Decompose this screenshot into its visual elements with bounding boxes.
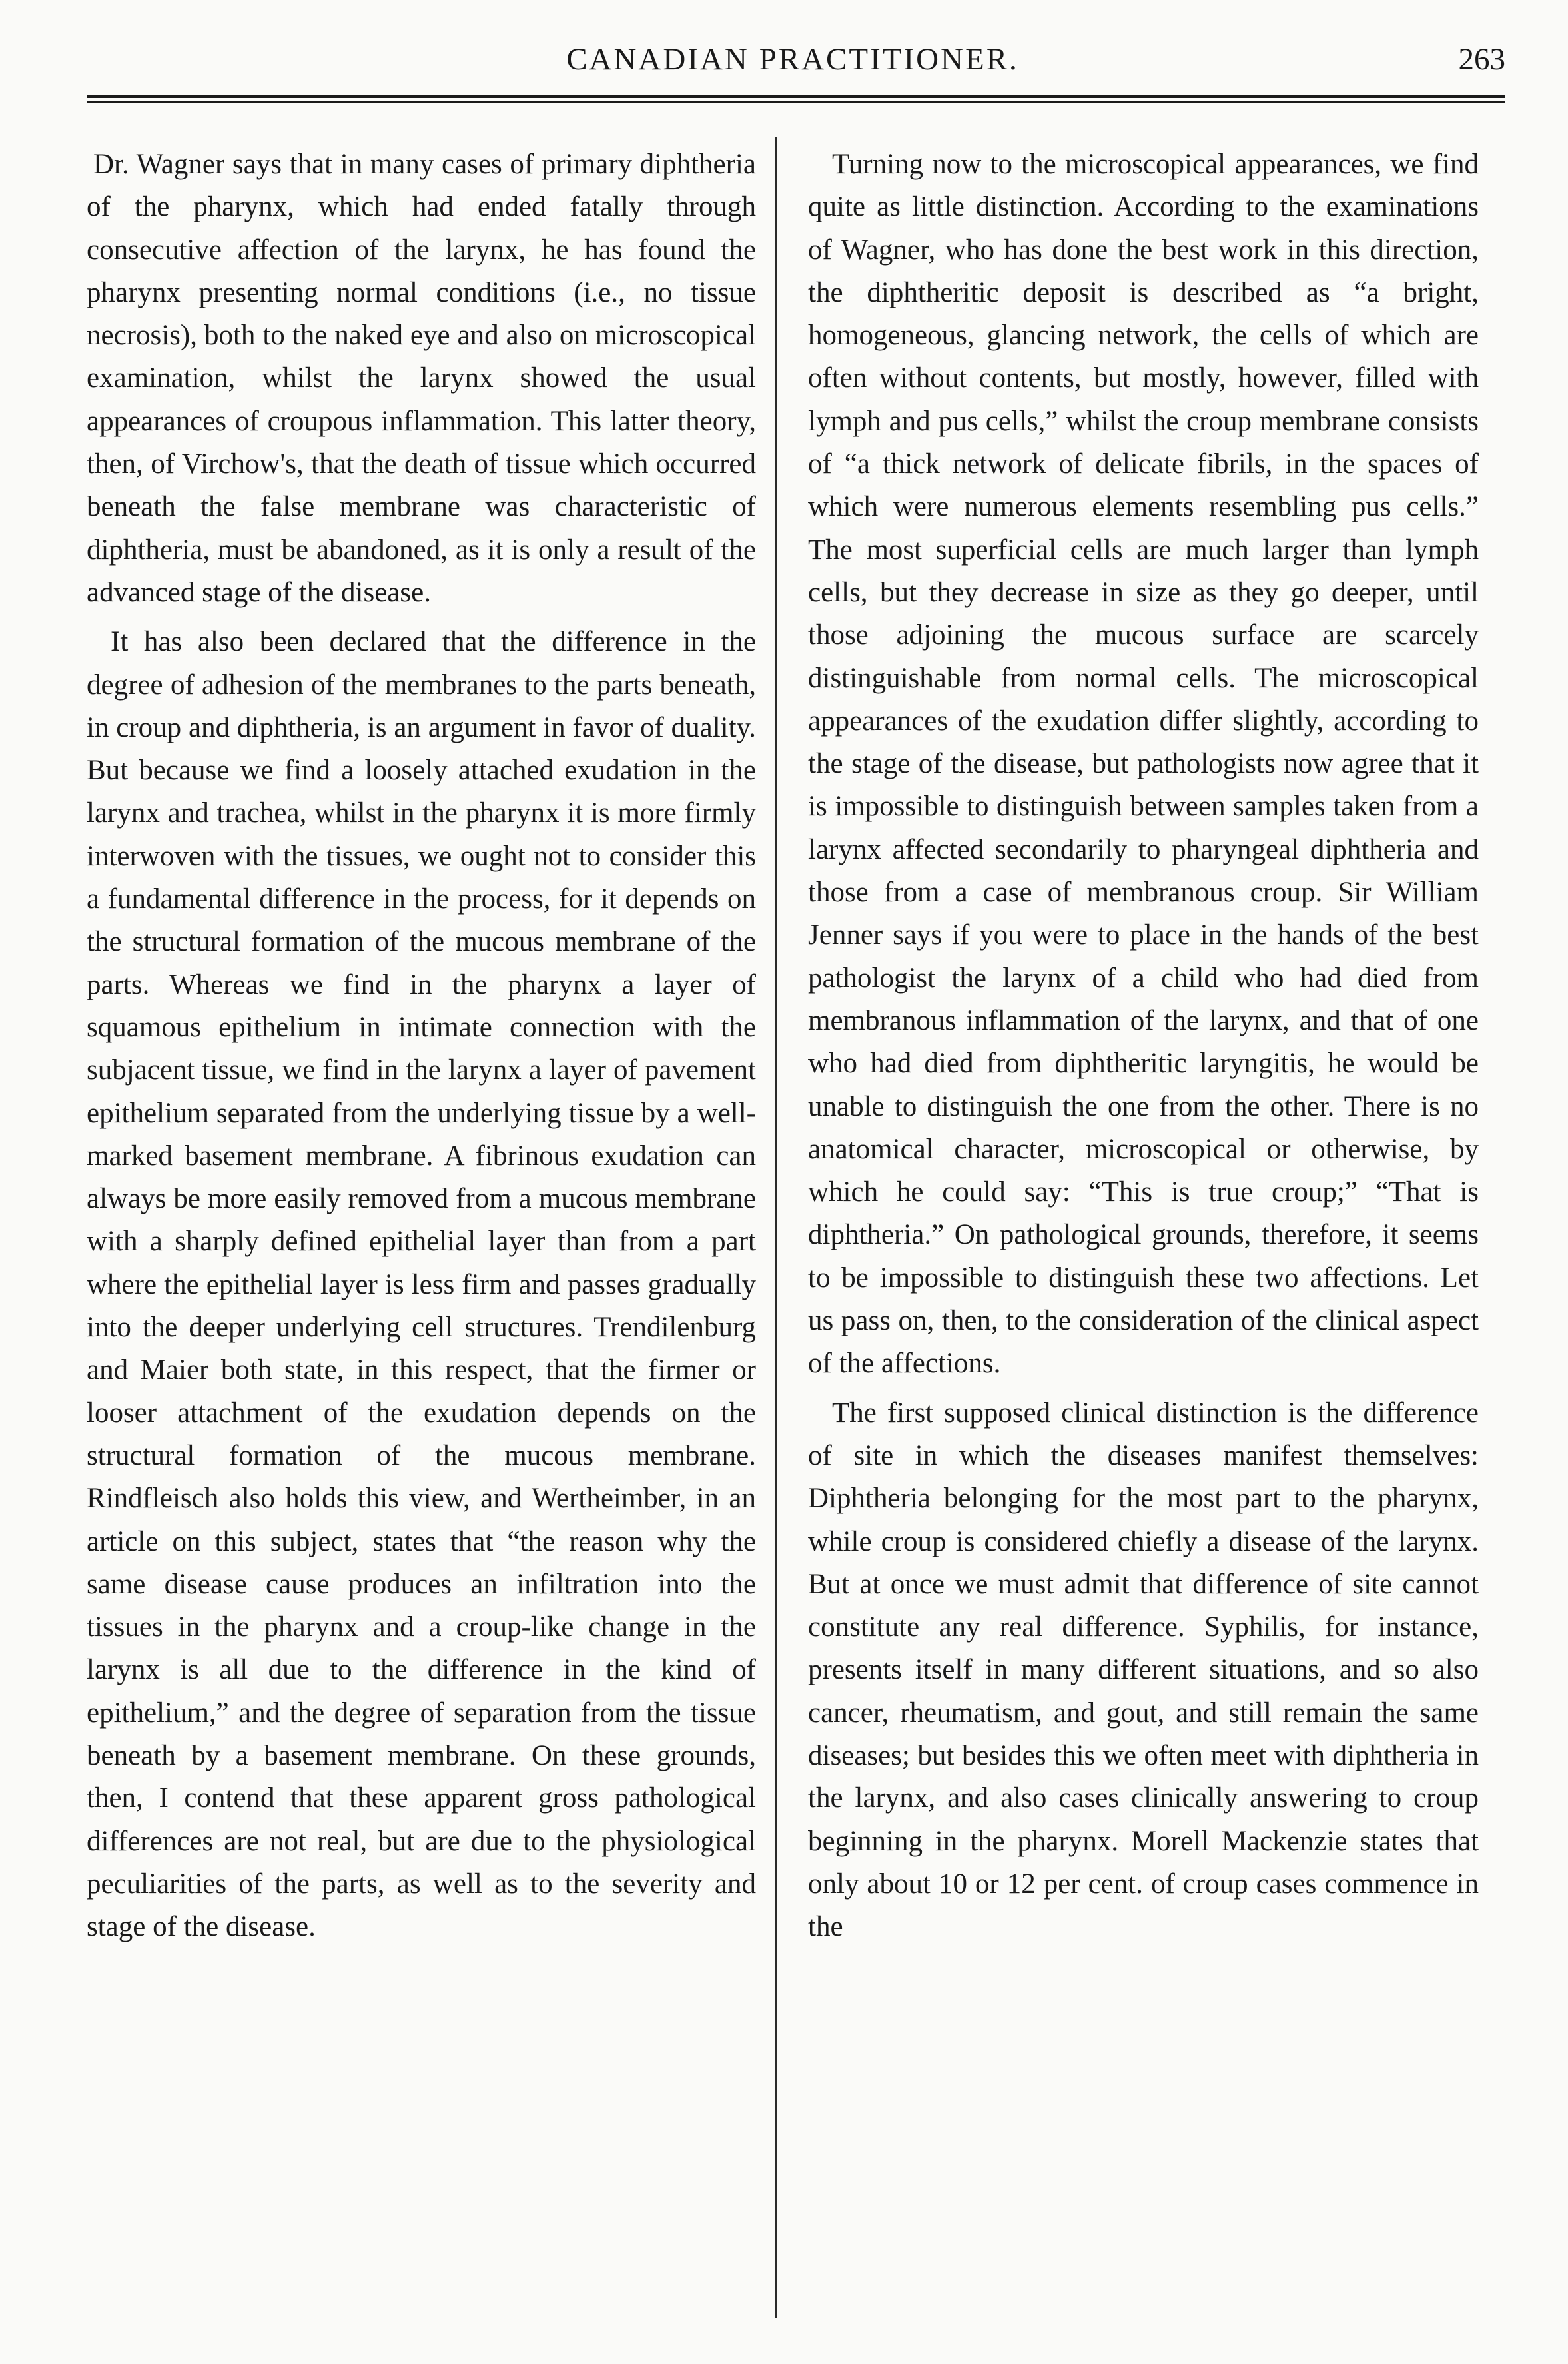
- running-title: CANADIAN PRACTITIONER.: [566, 42, 1019, 77]
- left-paragraph-2: It has also been declared that the difference in the degree of adhesion of the membranes to the parts beneath, in croup and diphtheria, is an argument in favor of duality. But because we find a loosely attached exudation in the larynx and trachea, whilst in the pharynx it is more firmly interwoven with the tissues, we ought not to consider this a fundamental difference in the process, for it depends on the structural formation of the mucous membrane of the parts. Whereas we find in the pharynx a layer of squamous epithelium in intimate connection with the subjacent tissue, we find in the larynx a layer of pavement epithelium separated from the underlying tissue by a well-marked basement membrane. A fibrinous exudation can always be more easily removed from a mucous membrane with a sharply defined epithelial layer than from a part where the epithelial layer is less firm and passes gradually into the deeper underlying cell structures. Trendilenburg and Maier both state, in this respect, that the firmer or looser attachment of the exudation depends on the structural formation of the mucous membrane. Rindfleisch also holds this view, and Wertheimber, in an article on this subject, states that “the reason why the same disease cause produces an infiltration into the tissues in the pharynx and a croup-like change in the larynx is all due to the difference in the kind of epithelium,” and the degree of separation from the tissue beneath by a basement membrane. On these grounds, then, I contend that these apparent gross pathological differences are not real, but are due to the physiological peculiarities of the parts, as well as to the severity and stage of the disease.: [87, 626, 756, 1943]
- right-paragraph-1: Turning now to the microscopical appearances, we find quite as little distinction. According to the examinations of Wagner, who has done the best work in this direction, the diphtheritic deposit is described as “a bright, homogeneous, glancing network, the cells of which are often without contents, but mostly, however, filled with lymph and pus cells,” whilst the croup membrane consists of “a thick network of delicate fibrils, in the spaces of which were numerous elements resembling pus cells.” The most superficial cells are much larger than lymph cells, but they decrease in size as they go deeper, until those adjoining the mucous surface are scarcely distinguishable from normal cells. The microscopical appearances of the exudation differ slightly, according to the stage of the disease, but pathologists now agree that it is impossible to distinguish between samples taken from a larynx affected secondarily to pharyngeal diphtheria and those from a case of membranous croup. Sir William Jenner says if you were to place in the hands of the best pathologist the larynx of a child who had died from membranous inflammation of the larynx, and that of one who had died from diphtheritic laryngitis, he would be unable to distinguish the one from the other. There is no anatomical character, microscopical or otherwise, by which he could say: “This is true croup;” “That is diphtheria.” On pathological grounds, therefore, it seems to be impossible to distinguish these two affections. Let us pass on, then, to the consideration of the clinical aspect of the affections.: [808, 149, 1479, 1379]
- left-paragraph-1: Dr. Wagner says that in many cases of primary diphtheria of the pharynx, which had ended fatally through consecutive affection of the larynx, he has found the pharynx presenting normal conditions (i.e., no tissue necrosis), both to the naked eye and also on microscopical examination, whilst the larynx showed the usual appearances of croupous inflammation. This latter theory, then, of Virchow's, that the death of tissue which occurred beneath the false membrane was characteristic of diphtheria, must be abandoned, as it is only a result of the advanced stage of the disease.: [87, 149, 756, 608]
- right-column: [808, 143, 1479, 1948]
- header-rule-thick: [87, 95, 1505, 98]
- column-divider: [775, 137, 777, 2318]
- left-column: [87, 143, 756, 1948]
- running-head: [80, 41, 1505, 81]
- right-paragraph-2: The first supposed clinical distinction is the difference of site in which the diseases manifest themselves: Diphtheria belonging for the most part to the pharynx, while croup is considered chiefly a disease of the larynx. But at once we must admit that difference of site cannot constitute any real difference. Syphilis, for instance, presents itself in many different situations, and so also cancer, rheumatism, and gout, and still remain the same diseases; but besides this we often meet with diphtheria in the larynx, and also cases clinically answering to croup beginning in the pharynx. Morell Mackenzie states that only about 10 or 12 per cent. of croup cases commence in the: [808, 1397, 1479, 1943]
- header-rule-thin: [87, 101, 1505, 103]
- page-number: 263: [1458, 42, 1505, 77]
